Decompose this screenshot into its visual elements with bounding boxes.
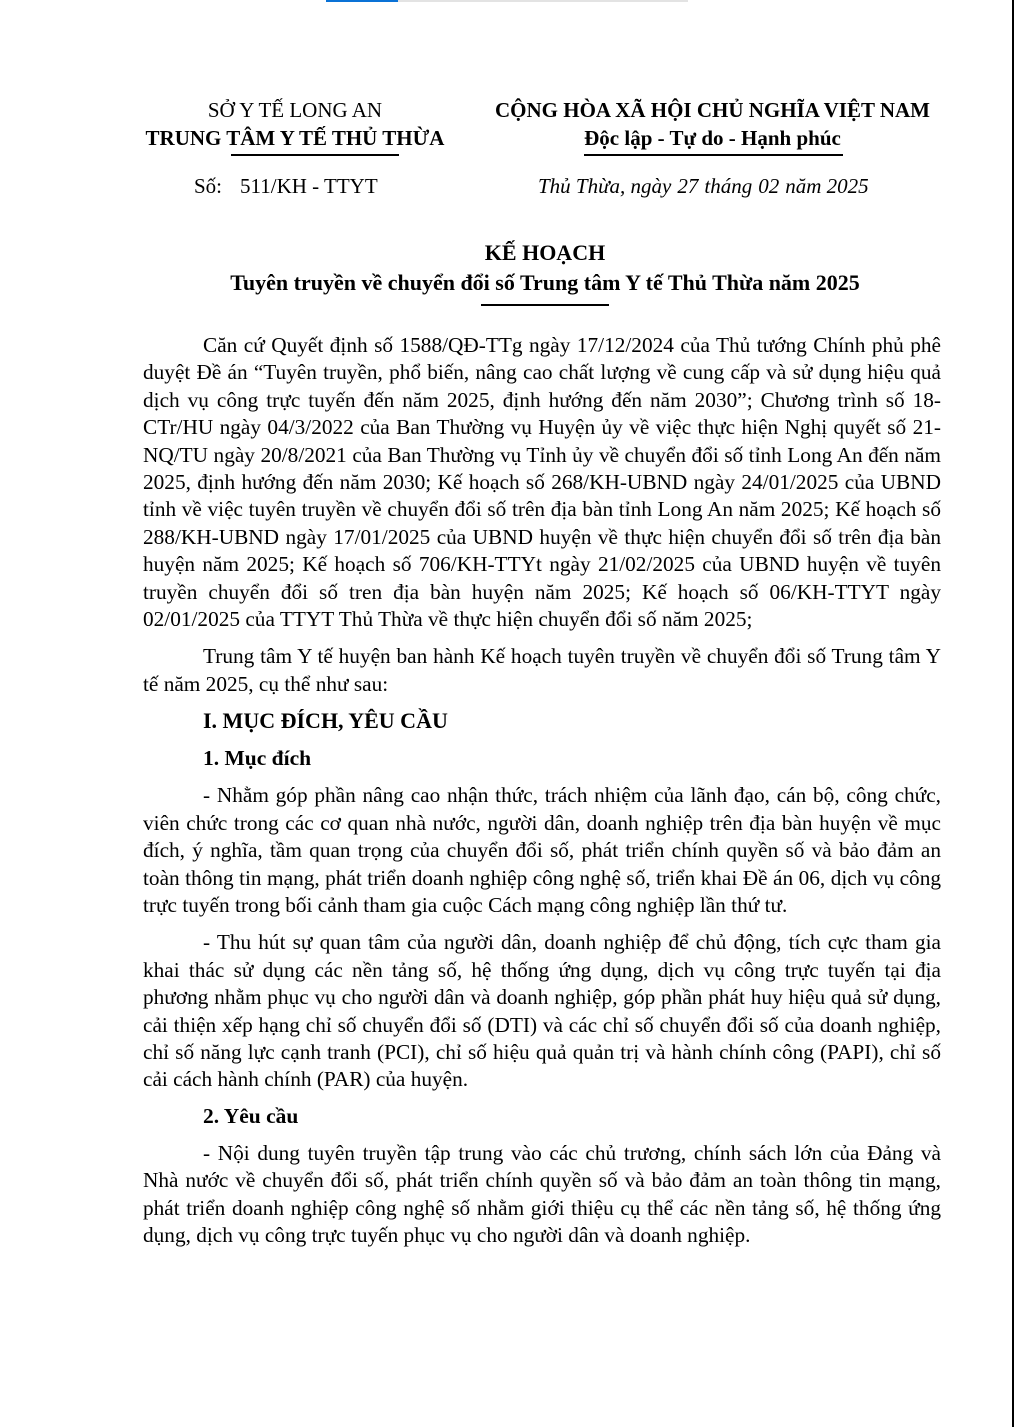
subsection-heading-purpose: 1. Mục đích — [203, 746, 312, 771]
document-title-block — [140, 238, 950, 306]
document-number-value: 511/KH - TTYT — [240, 174, 378, 198]
parent-agency: SỞ Y TẾ LONG AN — [207, 98, 383, 122]
requirement-item: - Nội dung tuyên truyền tập trung vào các chủ trương, chính sách lớn của Đảng và Nhà nước về chuyển đổi số, phát triển chính quyền số và bảo đảm an toàn thông tin mạng, phát triển doanh nghiệp công nghệ số nhằm giới thiệu cụ thể các nền tảng số, hệ thống ứng dụng, dịch vụ công trực tuyến phục vụ cho người dân và doanh nghiệp. — [143, 1140, 941, 1247]
page-load-progress-fill — [326, 0, 398, 2]
date-day: 27 — [677, 174, 699, 198]
page-load-progress-bar — [326, 0, 688, 2]
motto-underline — [584, 154, 843, 156]
date-year: 2025 — [826, 174, 869, 198]
issuance-paragraph: Trung tâm Y tế huyện ban hành Kế hoạch tuyên truyền về chuyển đổi số Trung tâm Y tế năm 2025, cụ thể như sau: — [143, 644, 941, 696]
date-month: 02 — [758, 174, 780, 198]
section-heading-purpose-requirements: I. MỤC ĐÍCH, YÊU CẦU — [203, 708, 448, 734]
document-number-label: Số: — [194, 174, 223, 198]
date-month-label: tháng — [704, 174, 753, 198]
document-number — [194, 174, 378, 199]
page-right-edge — [1012, 0, 1014, 1427]
agency-underline — [231, 154, 399, 156]
document-body — [143, 332, 941, 1249]
document-date — [538, 174, 869, 199]
subsection-heading-requirements: 2. Yêu cầu — [203, 1103, 299, 1128]
legal-basis-paragraph: Căn cứ Quyết định số 1588/QĐ-TTg ngày 17/12/2024 của Thủ tướng Chính phủ phê duyệt Đề án “Tuyên truyền, phổ biến, nâng cao chất lượng về cung cấp và sử dụng hiệu quả dịch vụ công trực tuyến đến năm 2025, định hướng đến năm 2030”; Chương trình số 18-CTr/HU ngày 04/3/2022 của Ban Thường vụ Huyện ủy về việc thực hiện Nghị quyết số 21-NQ/TU ngày 20/8/2021 của Ban Thường vụ Tỉnh ủy về chuyển đổi số tỉnh Long An đến năm 2025, định hướng đến năm 2030; Kế hoạch số 268/KH-UBND ngày 24/01/2025 của UBND tỉnh về việc tuyên truyền về chuyển đổi số trên địa bàn tỉnh Long An năm 2025; Kế hoạch số 288/KH-UBND ngày 17/01/2025 của UBND huyện về thực hiện chuyển đổi số trên địa bàn huyện năm 2025; Kế hoạch số 706/KH-TTYt ngày 21/02/2025 của UBND huyện về tuyên truyền chuyển đổi số tren địa bàn huyện năm 2025; Kế hoạch số 06/KH-TTYT ngày 02/01/2025 của TTYT Thủ Thừa về thực hiện chuyển đổi số năm 2025; — [143, 333, 941, 632]
date-place: Thủ Thừa, ngày — [538, 174, 672, 198]
national-motto: Độc lập - Tự do - Hạnh phúc — [584, 126, 841, 150]
title-underline — [481, 304, 609, 306]
purpose-item: - Thu hút sự quan tâm của người dân, doanh nghiệp để chủ động, tích cực tham gia khai thác sử dụng các nền tảng số, hệ thống ứng dụng, dịch vụ công trực tuyến tại địa phương nhằm phục vụ cho người dân và doanh nghiệp, góp phần phát huy hiệu quả sử dụng, cải thiện xếp hạng chỉ số chuyển đổi số (DTI) và các chỉ số chuyển đổi số của doanh nghiệp, chỉ số năng lực cạnh tranh (PCI), chỉ số hiệu quả quản trị và hành chính công (PAPI), chỉ số cải cách hành chính (PAR) của huyện. — [143, 930, 941, 1092]
issuing-agency: TRUNG TÂM Y TẾ THỦ THỪA — [145, 126, 445, 150]
purpose-item: - Nhằm góp phần nâng cao nhận thức, trách nhiệm của lãnh đạo, cán bộ, công chức, viên chức trong các cơ quan nhà nước, người dân, doanh nghiệp trên địa bàn huyện về mục đích, ý nghĩa, tầm quan trọng của chuyển đổi số, phát triển chính quyền số và bảo đảm an toàn thông tin mạng, phát triển doanh nghiệp công nghệ số, triển khai Đề án 06, dịch vụ công trực tuyến trong bối cảnh tham gia cuộc Cách mạng công nghiệp lần thứ tư. — [143, 783, 941, 917]
national-motto-header — [480, 96, 945, 156]
date-year-label: năm — [785, 174, 822, 198]
document-subtitle: Tuyên truyền về chuyển đổi số Trung tâm Y tế Thủ Thừa năm 2025 — [230, 270, 860, 295]
country-name: CỘNG HÒA XÃ HỘI CHỦ NGHĨA VIỆT NAM — [494, 98, 931, 122]
document-title: KẾ HOẠCH — [484, 240, 606, 265]
issuing-agency-header — [130, 96, 460, 156]
